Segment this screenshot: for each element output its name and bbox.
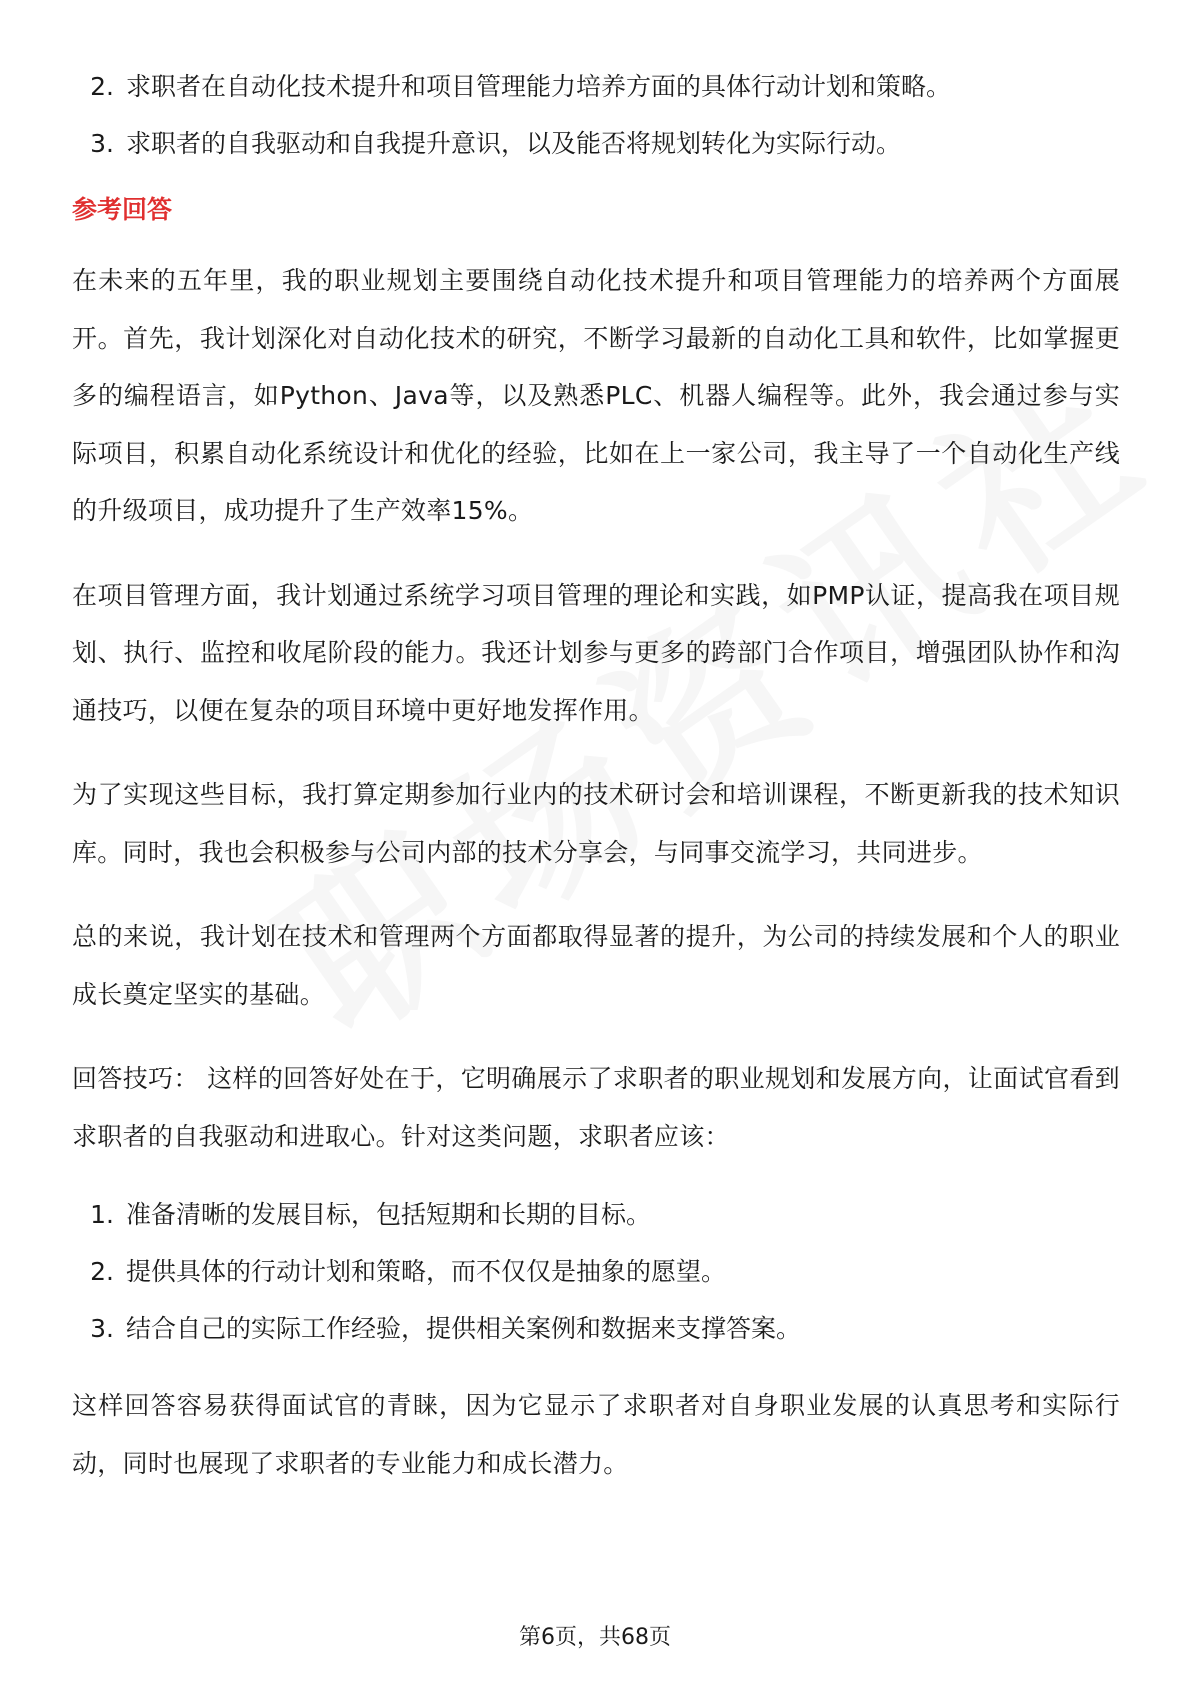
answer-paragraph: 在未来的五年里，我的职业规划主要围绕自动化技术提升和项目管理能力的培养两个方面展开。首先，我计划深化对自动化技术的研究，不断学习最新的自动化工具和软件，比如掌握更多的编程语言，如Python、Java等，以及熟悉PLC、机器人编程等。此外，我会通过参与实际项目，积累自动化系统设计和优化的经验，比如在上一家公司，我主导了一个自动化生产线的升级项目，成功提升了生产效率15%。 (72, 266, 1120, 525)
list-number: 1. (90, 1200, 114, 1229)
list-text: 准备清晰的发展目标，包括短期和长期的目标。 (126, 1200, 652, 1229)
list-item (72, 1300, 1120, 1357)
list-number: 3. (90, 1314, 114, 1343)
list-text: 求职者的自我驱动和自我提升意识，以及能否将规划转化为实际行动。 (126, 129, 902, 158)
list-text: 结合自己的实际工作经验，提供相关案例和数据来支撑答案。 (126, 1314, 802, 1343)
list-number: 2. (90, 72, 114, 101)
list-number: 2. (90, 1257, 114, 1286)
tips-list (72, 1186, 1120, 1357)
list-number: 3. (90, 129, 114, 158)
answer-paragraph: 总的来说，我计划在技术和管理两个方面都取得显著的提升，为公司的持续发展和个人的职业成长奠定坚实的基础。 (72, 922, 1120, 1009)
section-title: 参考回答 (72, 195, 173, 224)
list-text: 求职者在自动化技术提升和项目管理能力培养方面的具体行动计划和策略。 (126, 72, 952, 101)
answer-paragraph: 为了实现这些目标，我打算定期参加行业内的技术研讨会和培训课程，不断更新我的技术知识库。同时，我也会积极参与公司内部的技术分享会，与同事交流学习，共同进步。 (72, 780, 1120, 867)
list-text: 提供具体的行动计划和策略，而不仅仅是抽象的愿望。 (126, 1257, 727, 1286)
list-item (72, 1243, 1120, 1300)
closing-paragraph: 这样回答容易获得面试官的青睐，因为它显示了求职者对自身职业发展的认真思考和实际行动，同时也展现了求职者的专业能力和成长潜力。 (72, 1391, 1120, 1478)
tips-paragraph: 回答技巧： 这样的回答好处在于，它明确展示了求职者的职业规划和发展方向，让面试官看到求职者的自我驱动和进取心。针对这类问题，求职者应该： (72, 1064, 1120, 1151)
evaluation-points-list (72, 58, 1120, 172)
list-item (72, 58, 1120, 115)
list-item (72, 115, 1120, 172)
page-footer: 第6页，共68页 (519, 1625, 671, 1650)
list-item (72, 1186, 1120, 1243)
page-content (72, 58, 1120, 1519)
answer-paragraph: 在项目管理方面，我计划通过系统学习项目管理的理论和实践，如PMP认证，提高我在项目规划、执行、监控和收尾阶段的能力。我还计划参与更多的跨部门合作项目，增强团队协作和沟通技巧，以便在复杂的项目环境中更好地发挥作用。 (72, 580, 1120, 725)
